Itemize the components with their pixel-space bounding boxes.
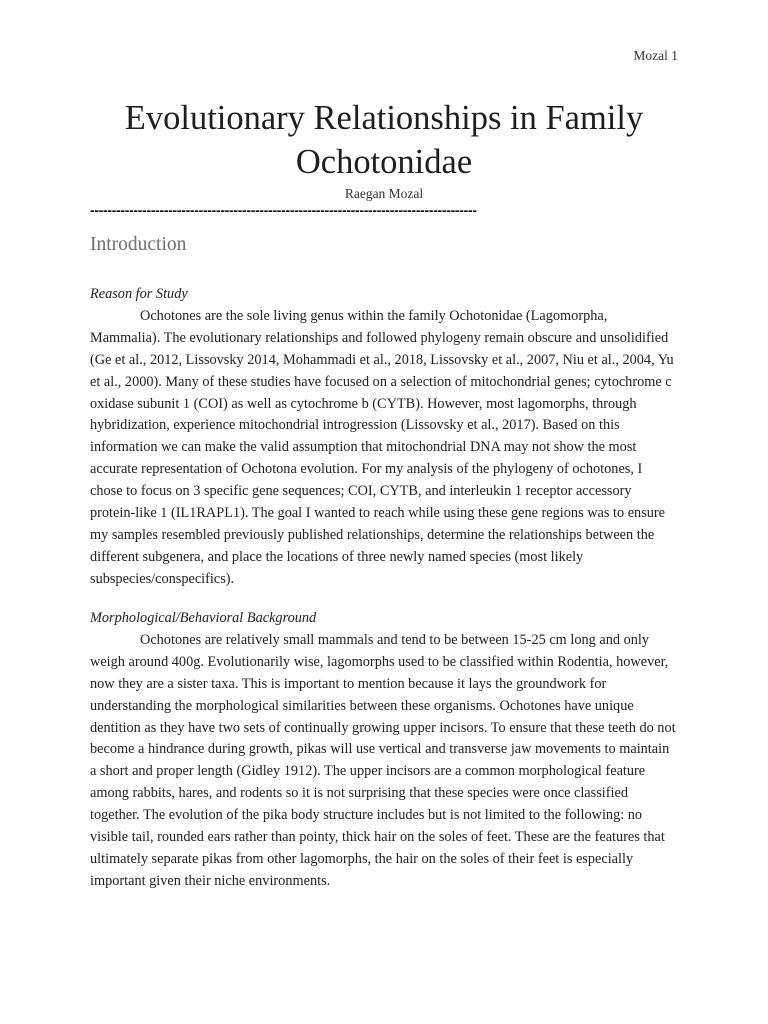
page-header-label: Mozal 1 bbox=[633, 48, 678, 63]
subsection-morphological-background bbox=[90, 608, 678, 893]
subheading-reason-for-study: Reason for Study bbox=[90, 286, 188, 302]
paragraph-reason-for-study: Ochotones are the sole living genus within the family Ochotonidae (Lagomorpha, Mammalia). The evolutionary relationships and followed phylogeny remain obscure and unsolidified (Ge et al., 2012, Lissovsky 2014, Mohammadi et al., 2018, Lissovsky et al., 2007, Niu et al., 2004, Yu et al., 2000). Many of these studies have focused on a selection of mitochondrial genes; cytochrome c oxidase subunit 1 (COI) as well as cytochrome b (CYTB). However, most lagomorphs, through hybridization, experience mitochondrial introgression (Lissovsky et al., 2017). Based on this information we can make the valid assumption that mitochondrial DNA may not show the most accurate representation of Ochotona evolution. For my analysis of the phylogeny of ochotones, I chose to focus on 3 specific gene sequences; COI, CYTB, and interleukin 1 receptor accessory protein-like 1 (IL1RAPL1). The goal I wanted to reach while using these gene regions was to ensure my samples resembled previously published relationships, determine the relationships between the different subgenera, and place the locations of three newly named species (most likely subspecies/conspecifics). bbox=[90, 307, 674, 587]
title-divider: ----------------------------------------------------------------------------------------- bbox=[90, 203, 477, 218]
section-heading-introduction: Introduction bbox=[90, 234, 187, 255]
subsection-reason-for-study bbox=[90, 284, 678, 591]
paragraph-morphological-background: Ochotones are relatively small mammals and tend to be between 15-25 cm long and only weigh around 400g. Evolutionarily wise, lagomorphs used to be classified within Rodentia, however, now they are a sister taxa. This is important to mention because it lays the groundwork for understanding the morphological similarities between these organisms. Ochotones have unique dentition as they have two sets of continually growing upper incisors. To ensure that these teeth do not become a hindrance during growth, pikas will use vertical and transverse jaw movements to maintain a short and proper length (Gidley 1912). The upper incisors are a common morphological feature among rabbits, hares, and rodents so it is not surprising that these species were once classified together. The evolution of the pika body structure includes but is not limited to the following: no visible tail, rounded ears rather than pointy, thick hair on the soles of feet. These are the features that ultimately separate pikas from other lagomorphs, the hair on the soles of their feet is especially important given their niche environments. bbox=[90, 631, 676, 889]
document-title: Evolutionary Relationships in Family Ochotonidae bbox=[124, 99, 644, 181]
document-author: Raegan Mozal bbox=[344, 186, 424, 201]
subheading-morphological-background: Morphological/Behavioral Background bbox=[90, 610, 317, 626]
